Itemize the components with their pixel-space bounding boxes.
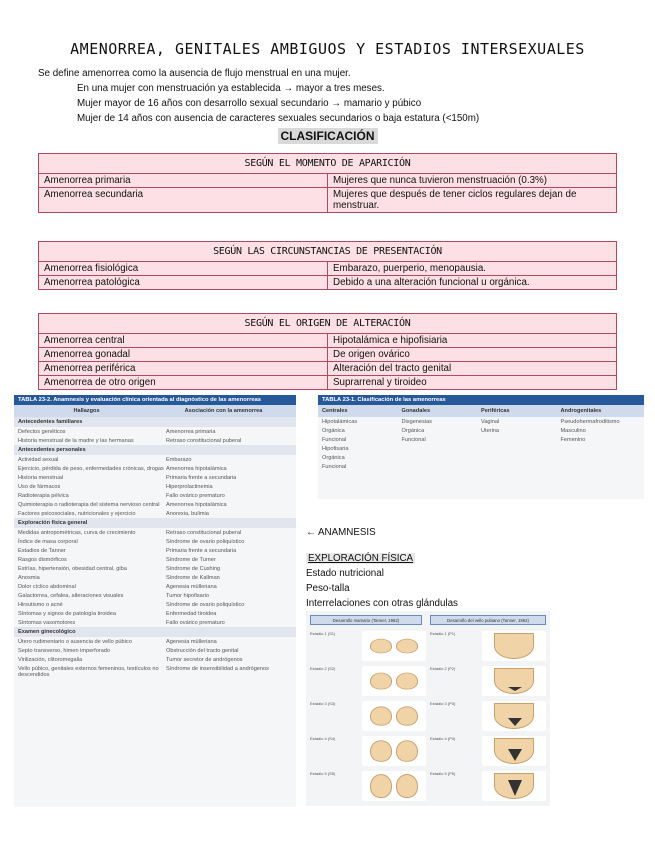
- table-row: [14, 537, 296, 546]
- pubic-shape: [494, 773, 534, 799]
- pubic-hair: [508, 780, 522, 796]
- breast-shape: [396, 673, 418, 690]
- table-row: [14, 473, 296, 482]
- table-row: [318, 453, 644, 462]
- cell: Pseudohermafroditismo: [560, 418, 620, 425]
- intro-item: Mujer mayor de 16 años con desarrollo sexual secundario → mamario y púbico: [77, 98, 422, 109]
- cell: Amenorrea primaria: [39, 174, 328, 188]
- section-title: Examen ginecológico: [14, 627, 296, 637]
- cell: Amenorrea central: [39, 334, 328, 348]
- cell: Defectos genéticos: [18, 428, 66, 435]
- breast-illustration: [362, 631, 426, 661]
- table-momento: [38, 153, 617, 213]
- table-row: [39, 376, 617, 390]
- table-row: [14, 546, 296, 555]
- tanner-figure: [306, 611, 550, 806]
- table-row: [14, 618, 296, 627]
- table-row: [14, 427, 296, 436]
- col-header: Centrales: [322, 408, 348, 414]
- breast-shape: [370, 774, 392, 798]
- table-row: [39, 362, 617, 376]
- cell: Índice de masa corporal: [18, 538, 78, 545]
- tabla-23-2-body: [14, 417, 296, 679]
- section-title: Antecedentes personales: [14, 445, 296, 455]
- breast-stage-label: Estadio 5 (S5): [310, 771, 336, 776]
- breast-stage-label: Estadio 2 (S2): [310, 666, 336, 671]
- cell: Vello púbico, genitales externos femeninos, testículos no descendidos: [18, 665, 159, 678]
- table-row: [14, 500, 296, 509]
- cell: Útero rudimentario o ausencia de vello púbico: [18, 638, 132, 645]
- pubic-shape: [494, 703, 534, 729]
- anamnesis-label: ← ANAMNESIS: [306, 527, 376, 538]
- cell: Actividad sexual: [18, 456, 59, 463]
- cell: Síndrome de Kallman: [166, 574, 220, 581]
- pubic-hair: [508, 687, 522, 691]
- section-title: Exploración física general: [14, 518, 296, 528]
- cell: Amenorrea patológica: [39, 276, 328, 290]
- table-row: [14, 436, 296, 445]
- cell: [561, 446, 641, 452]
- table-row: [14, 509, 296, 518]
- cell: Amenorrea gonadal: [39, 348, 328, 362]
- pubic-stage-label: Estadio 4 (P4): [430, 736, 456, 741]
- cell: Radioterapia pélvica: [18, 492, 69, 499]
- tabla-23-2-caption: TABLA 23-2. Anamnesis y evaluación clínica orientada al diagnóstico de las amenorreas: [14, 395, 296, 405]
- table-row: [318, 462, 644, 471]
- tabla-23-2: [14, 395, 296, 807]
- intro: [38, 66, 479, 126]
- pubic-shape: [494, 668, 534, 694]
- breast-stage-label: Estadio 3 (S3): [310, 701, 336, 706]
- tabla-23-1-body: [318, 417, 644, 471]
- cell: Síndrome de ovario poliquístico: [166, 601, 245, 608]
- cell: Quimioterapia o radioterapia del sistema nervioso central: [18, 501, 160, 508]
- breast-stage-label: Estadio 1 (S1): [310, 631, 336, 636]
- cell: Agenesia mülleriana: [166, 638, 217, 645]
- cell: Embarazo, puerperio, menopausia.: [328, 262, 617, 276]
- table-row: [14, 609, 296, 618]
- cell: Hipotalámica e hipofisiaria: [328, 334, 617, 348]
- tanner-col-breast: Desarrollo mamario (Tanner, 1962): [310, 615, 422, 625]
- table-row: [14, 655, 296, 664]
- table-row: [14, 482, 296, 491]
- cell: Amenorrea hipotalámica: [166, 465, 227, 472]
- table-row: [39, 348, 617, 362]
- cell: [481, 455, 561, 461]
- cell: Anosmia: [18, 574, 40, 581]
- table-row: [14, 491, 296, 500]
- cell: Funcional: [322, 436, 347, 443]
- breast-shape: [396, 639, 418, 653]
- breast-illustration: [362, 771, 426, 801]
- col-header: Periféricas: [481, 408, 510, 414]
- cell: Uso de fármacos: [18, 483, 61, 490]
- cell: Vaginal: [481, 418, 500, 425]
- clasificacion-label: CLASIFICACIÓN: [278, 128, 378, 144]
- breast-shape: [370, 639, 392, 653]
- section-title: Antecedentes familiares: [14, 417, 296, 427]
- cell: Orgánica: [322, 427, 345, 434]
- cell: Amenorrea periférica: [39, 362, 328, 376]
- pubic-stage-label: Estadio 3 (P3): [430, 701, 456, 706]
- cell: [481, 446, 561, 452]
- pubic-shape: [494, 738, 534, 764]
- cell: Ejercicio, pérdida de peso, enfermedades crónicas, drogas: [18, 465, 164, 472]
- table-row: [14, 600, 296, 609]
- cell: [402, 446, 482, 452]
- exploracion-title: EXPLORACIÓN FÍSICA: [308, 553, 414, 564]
- page-title: AMENORREA, GENITALES AMBIGUOS Y ESTADIOS INTERSEXUALES: [70, 40, 585, 58]
- col-header: Gonadales: [401, 408, 431, 414]
- breast-shape: [370, 673, 392, 690]
- cell: Amenorrea secundaria: [39, 188, 328, 213]
- cell: Galactorrea, cefalea, alteraciones visuales: [18, 592, 124, 599]
- cell: [402, 464, 482, 470]
- cell: Retraso constitucional puberal: [166, 437, 242, 444]
- pubic-stage-label: Estadio 2 (P2): [430, 666, 456, 671]
- cell: Fallo ovárico prematuro: [166, 492, 225, 499]
- table-row: [39, 188, 617, 213]
- cell: Medidas antropométricas, curva de crecimiento: [18, 529, 136, 536]
- pubic-illustration: [482, 736, 546, 766]
- cell: Mujeres que nunca tuvieron menstruación (0.3%): [328, 174, 617, 188]
- cell: Síntomas vasomotores: [18, 619, 76, 626]
- pubic-illustration: [482, 666, 546, 696]
- intro-item: En una mujer con menstruación ya establecida → mayor a tres meses.: [77, 83, 385, 94]
- table-row: [14, 637, 296, 646]
- table-header: SEGÚN LAS CIRCUNSTANCIAS DE PRESENTACIÓN: [39, 242, 617, 262]
- cell: Rasgos dismórficos: [18, 556, 67, 563]
- cell: Obstrucción del tracto genital: [166, 647, 239, 654]
- breast-illustration: [362, 701, 426, 731]
- table-row: [39, 276, 617, 290]
- pubic-hair: [508, 718, 522, 726]
- cell: Factores psicosociales, nutricionales y ejercicio: [18, 510, 136, 517]
- table-row: [14, 582, 296, 591]
- cell: Tumor secretor de andrógenos: [166, 656, 243, 663]
- cell: Masculino: [560, 427, 586, 434]
- pubic-hair: [508, 749, 522, 761]
- cell: Retraso constitucional puberal: [166, 529, 242, 536]
- tanner-col-pubic: Desarrollo del vello pubiano (Tanner, 1962): [430, 615, 546, 625]
- table-row: [14, 591, 296, 600]
- cell: Mujeres que después de tener ciclos regulares dejan de menstruar.: [328, 188, 617, 213]
- breast-shape: [396, 740, 418, 762]
- table-row: [14, 555, 296, 564]
- cell: [561, 455, 641, 461]
- cell: Síndrome de Turner: [166, 556, 216, 563]
- pubic-illustration: [482, 771, 546, 801]
- cell: Enfermedad tiroidea: [166, 610, 217, 617]
- cell: Debido a una alteración funcional u orgánica.: [328, 276, 617, 290]
- table-origen: [38, 313, 617, 390]
- table-row: [39, 262, 617, 276]
- col-header: Asociación con la amenorrea: [184, 408, 263, 414]
- tabla-23-1: [318, 395, 644, 499]
- cell: Virilización, clitoromegalia: [18, 656, 83, 663]
- breast-shape: [396, 706, 418, 725]
- table-circunstancias: [38, 241, 617, 290]
- table-row: [14, 528, 296, 537]
- table-row: [14, 464, 296, 473]
- exploracion-item: Peso-talla: [306, 583, 350, 594]
- cell: Femenino: [560, 436, 586, 443]
- breast-shape: [396, 774, 418, 798]
- breast-stage-label: Estadio 4 (S4): [310, 736, 336, 741]
- cell: [561, 464, 641, 470]
- exploracion: [306, 551, 458, 611]
- exploracion-item: Estado nutricional: [306, 568, 384, 579]
- cell: [402, 455, 482, 461]
- cell: Amenorrea de otro origen: [39, 376, 328, 390]
- cell: Amenorrea hipotalámica: [166, 501, 227, 508]
- col-header: Hallazgos: [73, 408, 100, 414]
- cell: Funcional: [322, 463, 347, 470]
- cell: Septo transverso, himen imperforado: [18, 647, 111, 654]
- section-heading: [0, 127, 655, 145]
- cell: Fallo ovárico prematuro: [166, 619, 225, 626]
- table-row: [318, 417, 644, 426]
- cell: Síntomas y signos de patología tiroidea: [18, 610, 116, 617]
- breast-shape: [370, 706, 392, 725]
- cell: Hipofisaria: [322, 445, 349, 452]
- table-row: [14, 646, 296, 655]
- breast-shape: [370, 740, 392, 762]
- table-row: [14, 573, 296, 582]
- cell: Hirsutismo o acné: [18, 601, 63, 608]
- cell: Amenorrea fisiológica: [39, 262, 328, 276]
- cell: Historia menstrual: [18, 474, 64, 481]
- cell: Primaria frente a secundaria: [166, 474, 237, 481]
- cell: Primaria frente a secundaria: [166, 547, 237, 554]
- cell: Síndrome de Cushing: [166, 565, 221, 572]
- cell: Estadios de Tanner: [18, 547, 66, 554]
- cell: Agenesia mülleriana: [166, 583, 217, 590]
- breast-illustration: [362, 736, 426, 766]
- cell: Alteración del tracto genital: [328, 362, 617, 376]
- cell: Estrías, hipertensión, obesidad central, giba: [18, 565, 127, 572]
- cell: Orgánica: [322, 454, 345, 461]
- pubic-stage-label: Estadio 5 (P5): [430, 771, 456, 776]
- cell: Hipotalámicas: [322, 418, 358, 425]
- cell: Hiperprolactinemia: [166, 483, 213, 490]
- cell: Anorexia, bulimia: [166, 510, 209, 517]
- table-row: [39, 174, 617, 188]
- exploracion-item: Interrelaciones con otras glándulas: [306, 598, 458, 609]
- cell: Tumor hipofisario: [166, 592, 210, 599]
- tabla-23-1-header: [318, 405, 644, 417]
- pubic-illustration: [482, 701, 546, 731]
- cell: Dolor cíclico abdominal: [18, 583, 76, 590]
- cell: [481, 437, 561, 443]
- pubic-illustration: [482, 631, 546, 661]
- table-row: [14, 564, 296, 573]
- pubic-stage-label: Estadio 1 (P1): [430, 631, 456, 636]
- tabla-23-1-caption: TABLA 23-1. Clasificación de las amenorreas: [318, 395, 644, 405]
- cell: Disgenesias: [401, 418, 432, 425]
- cell: Suprarrenal y tiroideo: [328, 376, 617, 390]
- col-header: Androgenitales: [560, 408, 602, 414]
- tabla-23-2-header: [14, 405, 296, 417]
- table-row: [318, 435, 644, 444]
- cell: [481, 464, 561, 470]
- cell: Historia menstrual de la madre y las hermanas: [18, 437, 134, 444]
- table-header: SEGÚN EL MOMENTO DE APARICIÓN: [39, 154, 617, 174]
- cell: Funcional: [401, 436, 426, 443]
- cell: Amenorrea primaria: [166, 428, 216, 435]
- intro-item: Mujer de 14 años con ausencia de caracteres sexuales secundarios o baja estatura (<150m): [77, 113, 480, 124]
- table-row: [318, 444, 644, 453]
- cell: Uterina: [481, 427, 500, 434]
- cell: De origen ovárico: [328, 348, 617, 362]
- table-header: SEGÚN EL ORIGEN DE ALTERACIÓN: [39, 314, 617, 334]
- table-row: [39, 334, 617, 348]
- cell: Síndrome de insensibilidad a andrógenos: [166, 665, 269, 672]
- definition: Se define amenorrea como la ausencia de flujo menstrual en una mujer.: [38, 68, 351, 79]
- breast-illustration: [362, 666, 426, 696]
- cell: Embarazo: [166, 456, 192, 463]
- table-row: [14, 455, 296, 464]
- table-row: [14, 664, 296, 679]
- cell: Orgánica: [401, 427, 425, 434]
- table-row: [318, 426, 644, 435]
- pubic-shape: [494, 633, 534, 659]
- cell: Síndrome de ovario poliquístico: [166, 538, 245, 545]
